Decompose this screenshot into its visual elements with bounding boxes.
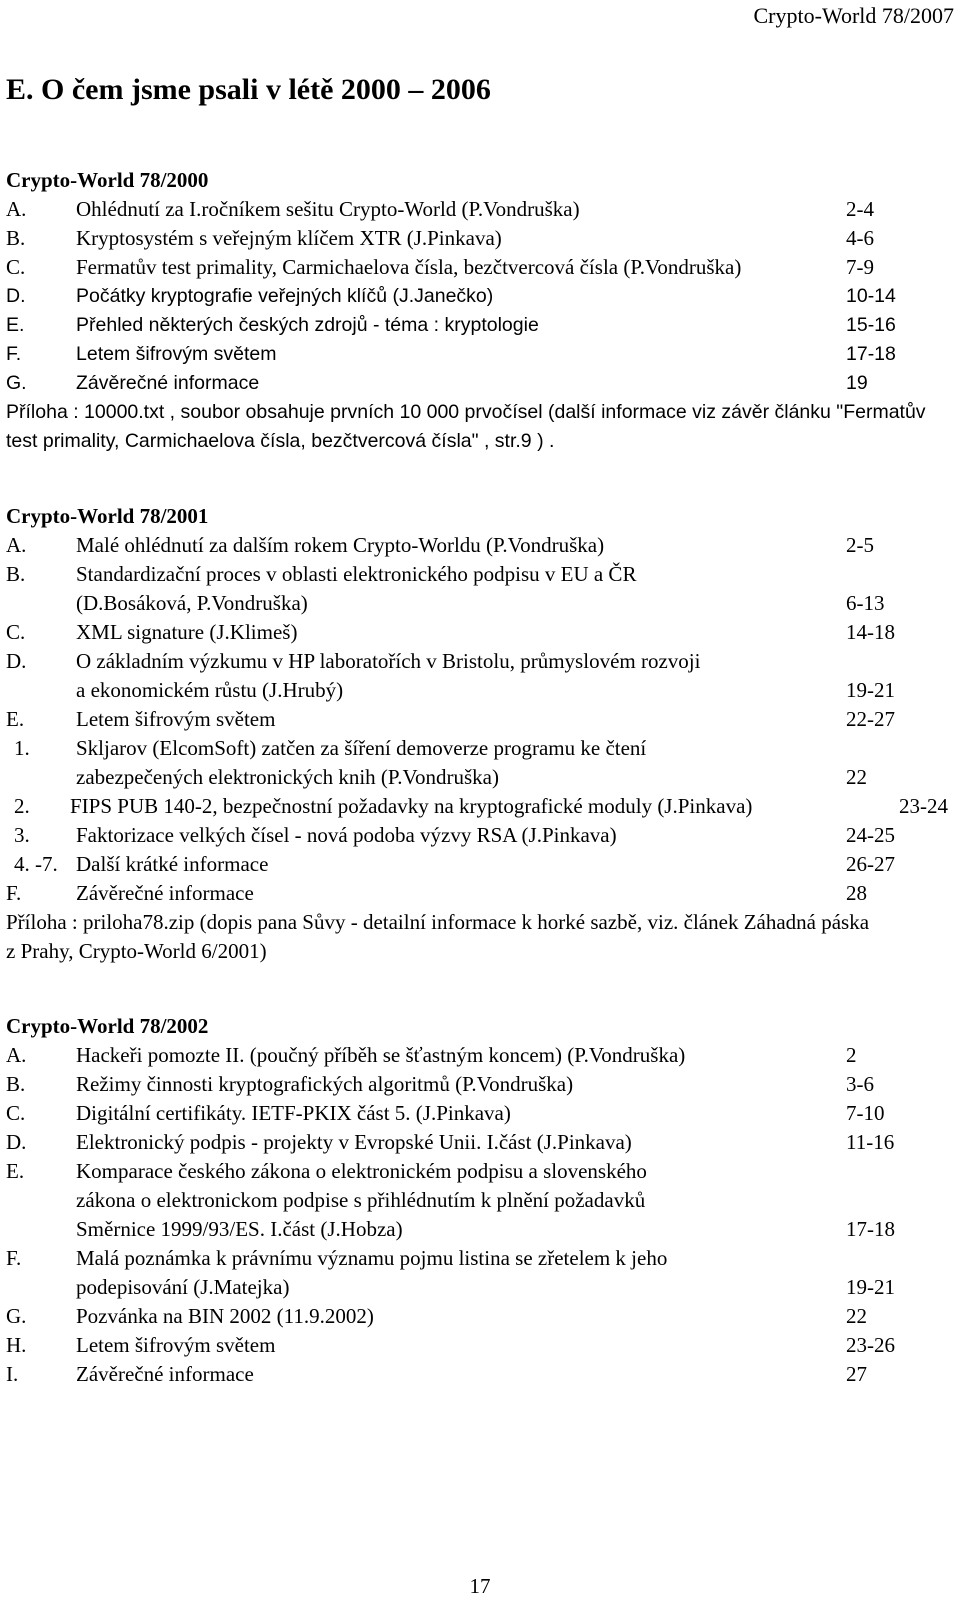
toc-entry [6, 311, 936, 340]
attachment-note: Příloha : priloha78.zip (dopis pana Sůvy - detailní informace k horké sazbě, viz. článek Záhadná páska z Prahy, Crypto-World 6/2001) [6, 910, 870, 963]
entry-title: O základním výzkumu v HP laboratořích v Bristolu, průmyslovém rozvoji [76, 649, 701, 673]
entry-letter: G. [6, 1304, 27, 1328]
toc-entry [6, 1302, 936, 1331]
entry-title: Kryptosystém s veřejným klíčem XTR (J.Pinkava) [76, 226, 502, 250]
toc-entry-continuation [6, 1186, 936, 1215]
entry-title: Režimy činnosti kryptografických algoritmů (P.Vondruška) [76, 1072, 574, 1096]
toc-entry [6, 850, 936, 879]
entry-pages: 17-18 [846, 1217, 895, 1241]
entry-letter: E. [6, 314, 25, 336]
page-title: E. O čem jsme psali v létě 2000 – 2006 [6, 73, 491, 106]
entry-pages: 14-18 [846, 620, 895, 644]
entry-title: Směrnice 1999/93/ES. I.část (J.Hobza) [76, 1217, 403, 1241]
toc-entry [6, 821, 936, 850]
entry-letter: G. [6, 372, 27, 394]
entry-title: Pozvánka na BIN 2002 (11.9.2002) [76, 1304, 374, 1328]
entry-title: a ekonomickém růstu (J.Hrubý) [76, 678, 344, 702]
entry-pages: 22 [846, 1304, 867, 1328]
entry-pages: 19-21 [846, 1275, 895, 1299]
entry-number: 1. [14, 736, 30, 760]
entry-title: Elektronický podpis - projekty v Evropské Unii. I.část (J.Pinkava) [76, 1130, 632, 1154]
entry-pages: 11-16 [846, 1130, 895, 1154]
toc-entry-continuation [6, 1273, 936, 1302]
entry-pages: 19-21 [846, 678, 895, 702]
toc-entry [6, 369, 936, 398]
toc-entry-continuation [6, 676, 936, 705]
issue-2001-section [6, 502, 948, 966]
toc-entry [6, 792, 948, 821]
toc-entry [6, 253, 936, 282]
entry-pages: 22-27 [846, 707, 895, 731]
entry-pages: 24-25 [846, 823, 895, 847]
entry-pages: 4-6 [846, 226, 874, 250]
toc-entry [6, 705, 936, 734]
entry-title: (D.Bosáková, P.Vondruška) [76, 591, 308, 615]
toc-entry [6, 531, 936, 560]
entry-letter: E. [6, 1159, 25, 1183]
toc-entry [6, 195, 936, 224]
entry-letter: C. [6, 255, 26, 279]
entry-title: Ohlédnutí za I.ročníkem sešitu Crypto-World (P.Vondruška) [76, 197, 580, 221]
entry-letter: A. [6, 1043, 27, 1067]
entry-title: Skljarov (ElcomSoft) zatčen za šíření demoverze programu ke čtení [76, 736, 647, 760]
entry-letter: D. [6, 1130, 27, 1154]
entry-letter: D. [6, 285, 26, 307]
entry-title: Komparace českého zákona o elektronickém podpisu a slovenského [76, 1159, 647, 1183]
issue-heading: Crypto-World 78/2002 [6, 1014, 209, 1038]
entry-title: Letem šifrovým světem [76, 707, 276, 731]
entry-title: podepisování (J.Matejka) [76, 1275, 290, 1299]
entry-pages: 28 [846, 881, 867, 905]
entry-pages: 2 [846, 1043, 857, 1067]
entry-number: 4. -7. [14, 852, 58, 876]
toc-entry [6, 560, 936, 589]
toc-entry [6, 618, 936, 647]
toc-entry-continuation [6, 763, 936, 792]
toc-entry [6, 1128, 936, 1157]
entry-letter: D. [6, 649, 27, 673]
issue-heading: Crypto-World 78/2001 [6, 504, 209, 528]
entry-title: Další krátké informace [76, 852, 269, 876]
entry-number: 3. [14, 823, 30, 847]
entry-title: Fermatův test primality, Carmichaelova čísla, bezčtvercová čísla (P.Vondruška) [76, 255, 742, 279]
issue-2002-section [6, 1012, 936, 1389]
entry-title: Závěrečné informace [76, 372, 260, 394]
entry-pages: 22 [846, 765, 867, 789]
entry-title: Malé ohlédnutí za dalším rokem Crypto-Worldu (P.Vondruška) [76, 533, 605, 557]
page-number: 17 [469, 1574, 491, 1598]
toc-entry [6, 1331, 936, 1360]
entry-letter: A. [6, 197, 27, 221]
entry-pages: 2-4 [846, 197, 874, 221]
entry-title: Faktorizace velkých čísel - nová podoba výzvy RSA (J.Pinkava) [76, 823, 617, 847]
entry-pages: 6-13 [846, 591, 885, 615]
entry-letter: I. [6, 1362, 19, 1386]
entry-pages: 19 [846, 372, 868, 394]
entry-pages: 26-27 [846, 852, 895, 876]
entry-title: zabezpečených elektronických knih (P.Vondruška) [76, 765, 499, 789]
entry-title: Počátky kryptografie veřejných klíčů (J.Janečko) [76, 285, 494, 307]
running-header: Crypto-World 78/2007 [753, 3, 954, 28]
entry-title: Letem šifrovým světem [76, 343, 277, 365]
toc-entry [6, 1360, 936, 1389]
entry-title: Hackeři pomozte II. (poučný příběh se šťastným koncem) (P.Vondruška) [76, 1043, 686, 1067]
entry-pages: 2-5 [846, 533, 874, 557]
entry-title: Letem šifrovým světem [76, 1333, 276, 1357]
entry-pages: 23-24 [899, 794, 948, 818]
toc-entry [6, 224, 936, 253]
entry-title: XML signature (J.Klimeš) [76, 620, 298, 644]
entry-title: Přehled některých českých zdrojů - téma : kryptologie [76, 314, 539, 336]
toc-entry [6, 1099, 936, 1128]
issue-2000-section [6, 166, 936, 456]
entry-pages: 27 [846, 1362, 867, 1386]
entry-title: FIPS PUB 140-2, bezpečnostní požadavky na kryptografické moduly (J.Pinkava) [70, 794, 753, 818]
entry-pages: 3-6 [846, 1072, 874, 1096]
toc-entry [6, 879, 936, 908]
entry-letter: C. [6, 620, 26, 644]
entry-letter: F. [6, 343, 22, 365]
issue-heading: Crypto-World 78/2000 [6, 168, 209, 192]
entry-title: Závěrečné informace [76, 1362, 254, 1386]
entry-letter: A. [6, 533, 27, 557]
toc-entry [6, 1157, 936, 1186]
attachment-note: Příloha : 10000.txt , soubor obsahuje prvních 10 000 prvočísel (další informace viz závěr článku "Fermatův test primality, Carmichaelova čísla, bezčtvercová čísla" , str.9 ) . [6, 401, 926, 452]
toc-entry [6, 1244, 936, 1273]
toc-entry-continuation [6, 589, 936, 618]
toc-entry [6, 647, 936, 676]
entry-title: zákona o elektronickom podpise s přihlédnutím k plnění požadavků [76, 1188, 646, 1212]
entry-title: Standardizační proces v oblasti elektronického podpisu v EU a ČR [76, 562, 637, 586]
entry-pages: 23-26 [846, 1333, 895, 1357]
entry-title: Digitální certifikáty. IETF-PKIX část 5. (J.Pinkava) [76, 1101, 511, 1125]
entry-letter: B. [6, 226, 26, 250]
entry-pages: 7-9 [846, 255, 874, 279]
entry-pages: 10-14 [846, 285, 896, 307]
entry-letter: B. [6, 562, 26, 586]
toc-entry [6, 1041, 936, 1070]
toc-entry [6, 734, 936, 763]
entry-title: Závěrečné informace [76, 881, 254, 905]
entry-title: Malá poznámka k právnímu významu pojmu listina se zřetelem k jeho [76, 1246, 668, 1270]
entry-number: 2. [14, 794, 30, 818]
entry-pages: 7-10 [846, 1101, 885, 1125]
toc-entry [6, 282, 936, 311]
entry-letter: H. [6, 1333, 27, 1357]
toc-entry-continuation [6, 1215, 936, 1244]
entry-letter: F. [6, 1246, 22, 1270]
entry-letter: B. [6, 1072, 26, 1096]
entry-pages: 17-18 [846, 343, 896, 365]
entry-letter: F. [6, 881, 22, 905]
entry-letter: C. [6, 1101, 26, 1125]
entry-pages: 15-16 [846, 314, 896, 336]
toc-entry [6, 1070, 936, 1099]
toc-entry [6, 340, 936, 369]
entry-letter: E. [6, 707, 25, 731]
